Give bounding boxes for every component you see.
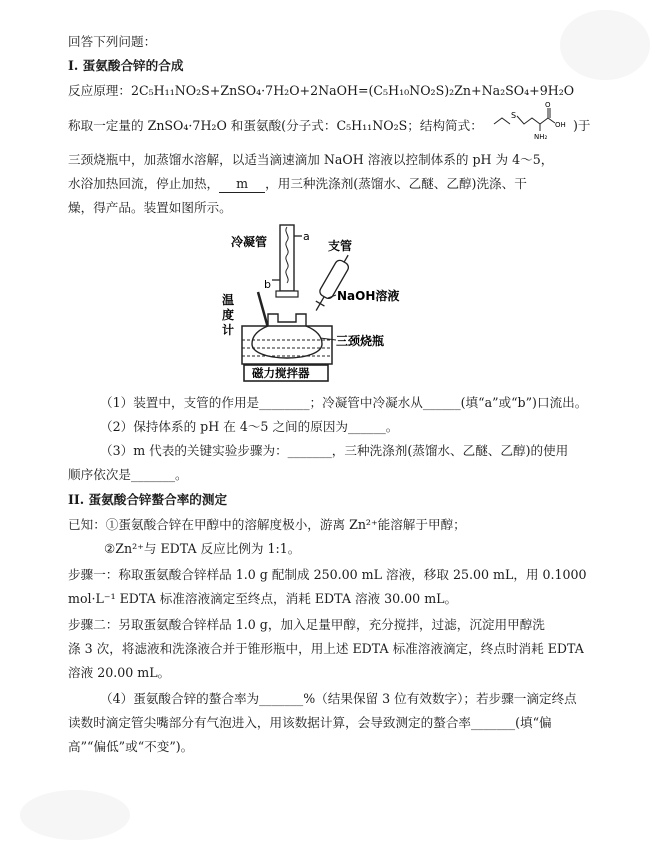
procedure-line-3a: 水浴加热回流，停止加热， xyxy=(68,176,220,191)
question-3-line-1: （3）m 代表的关键实验步骤为：_______，三种洗涤剂(蒸馏水、乙醚、乙醇)的使用 xyxy=(100,443,569,458)
label-b: b xyxy=(264,278,271,291)
label-condenser: 冷凝管 xyxy=(231,235,268,249)
procedure-line-3b: ，用三种洗涤剂(蒸馏水、乙醚、乙醇)洗涤、干 xyxy=(265,176,527,191)
question-4-line-2: 读数时滴定管尖嘴部分有气泡进入，用该数据计算，会导致测定的螯合率_______(填“偏 xyxy=(68,715,552,730)
step1-line-1: 步骤一：称取蛋氨酸合锌样品 1.0 g 配制成 250.00 mL 溶液，移取 25.00 mL，用 0.1000 xyxy=(68,567,587,582)
watermark-blob xyxy=(560,10,650,80)
procedure-line-2: 三颈烧瓶中，加蒸馏水溶解，以适当滴速滴加 NaOH 溶液以控制体系的 pH 为 4～5， xyxy=(68,152,554,167)
methionine-structure xyxy=(492,98,572,142)
label-stirrer: 磁力搅拌器 xyxy=(252,366,310,380)
question-3-line-2: 顺序依次是_______。 xyxy=(68,467,188,482)
watermark-blob xyxy=(20,790,130,840)
step1-line-2: mol·L⁻¹ EDTA 标准溶液滴定至终点，消耗 EDTA 溶液 30.00 mL。 xyxy=(68,591,458,606)
label-branch: 支管 xyxy=(328,239,353,253)
procedure-line-1: 称取一定量的 ZnSO₄·7H₂O 和蛋氨酸(分子式：C₅H₁₁NO₂S；结构简式： xyxy=(68,118,483,133)
known-1: 已知：①蛋氨酸合锌在甲醇中的溶解度极小，游离 Zn²⁺能溶解于甲醇； xyxy=(68,517,466,532)
blank-m: m xyxy=(219,176,265,193)
reaction-equation-line xyxy=(68,83,574,99)
label-flask: 三颈烧瓶 xyxy=(336,334,385,348)
label-a: a xyxy=(303,230,310,243)
label-thermo-2: 度 xyxy=(222,308,235,322)
question-1: （1）装置中，支管的作用是________；冷凝管中冷凝水从______(填“a”或“b”)口流出。 xyxy=(100,395,588,410)
part1-title: I. 蛋氨酸合锌的合成 xyxy=(68,58,184,73)
structure-s: S xyxy=(511,111,517,120)
label-thermo-1: 温 xyxy=(222,293,235,307)
step2-line-1: 步骤二：另取蛋氨酸合锌样品 1.0 g，加入足量甲醇，充分搅拌，过滤，沉淀用甲醇洗 xyxy=(68,617,545,632)
step2-line-3: 溶液 20.00 mL。 xyxy=(68,665,171,680)
part2-title: II. 蛋氨酸合锌螯合率的测定 xyxy=(68,492,228,507)
procedure-line-4: 燥，得产品。装置如图所示。 xyxy=(68,200,232,215)
known-2: ②Zn²⁺与 EDTA 反应比例为 1:1。 xyxy=(104,541,301,556)
question-4-line-1: （4）蛋氨酸合锌的螯合率为_______%（结果保留 3 位有效数字）；若步骤一滴定终点 xyxy=(100,691,577,706)
procedure-line-1-end: )于 xyxy=(573,118,591,133)
reaction-label: 反应原理： xyxy=(68,83,131,98)
heading: 回答下列问题： xyxy=(68,34,157,49)
step2-line-2: 涤 3 次，将滤液和洗涤液合并于锥形瓶中，用上述 EDTA 标准溶液滴定，终点时消耗 EDTA xyxy=(68,641,584,656)
label-naoh: NaOH溶液 xyxy=(337,289,400,303)
label-thermo-3: 计 xyxy=(222,323,235,337)
procedure-line-3 xyxy=(68,176,527,193)
structure-nh2: NH₂ xyxy=(534,133,548,141)
structure-o: O xyxy=(545,101,551,109)
question-2: （2）保持体系的 pH 在 4～5 之间的原因为______。 xyxy=(100,419,399,434)
structure-oh: OH xyxy=(555,121,566,129)
question-4-line-3: 高”“偏低”或“不变”)。 xyxy=(68,739,194,754)
apparatus-diagram xyxy=(210,222,410,384)
reaction-equation: 2C₅H₁₁NO₂S+ZnSO₄·7H₂O+2NaOH=(C₅H₁₀NO₂S)₂Zn+Na₂SO₄+9H₂O xyxy=(130,83,575,98)
